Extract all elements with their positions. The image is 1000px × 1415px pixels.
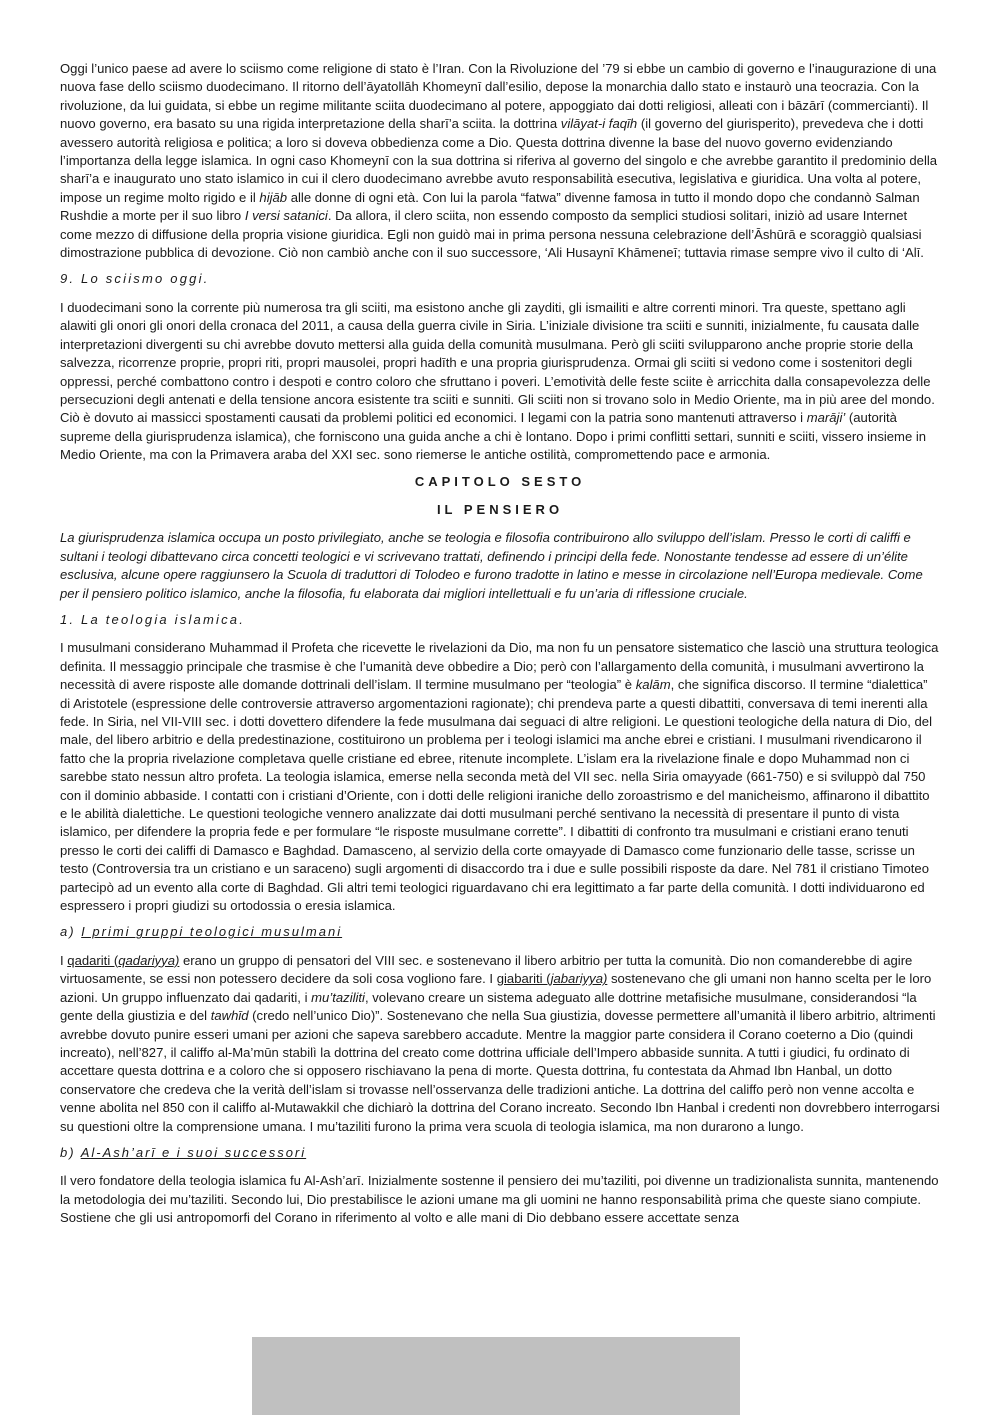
chapter-title: IL PENSIERO bbox=[436, 501, 564, 517]
section-heading-sciismo-oggi: 9. Lo sciismo oggi. bbox=[60, 271, 210, 287]
paragraph-teologia: I musulmani considerano Muhammad il Profeta che ricevette le rivelazioni da Dio, ma non fu un pensatore sistematico che lasciò una struttura teologica definita. Il messaggio principale che trasmise è che l’umanità deve obbedire a Dio; però con l’allargamento della comunità, i musulmani avvertirono la necessità di avere risposte alle domande dottrinali dell’islam. Il termine musulmano per “teologia” è kalām, che significa discorso. Il termine “dialettica” di Aristotele (espressione delle controversie attraverso argomentazioni ragionate); chi prendeva parte a questi dibattiti, conversava di temi inerenti alla fede. In Siria, nel VII-VIII sec. i dotti dovettero difendere la fede musulmana dai seguaci di altre religioni. Le questioni teologiche della natura di Dio, del male, del libero arbitrio e della predestinazione, costituirono un problema per i teologi islamici ma anche ebrei e cristiani. I musulmani rivendicarono il fatto che la propria rivelazione completava quelle cristiane ed ebree, ritenute incomplete. L’islam era la rivelazione finale e dopo Muhammad non ci sarebbe stato nessun altro profeta. La teologia islamica, emerse nella seconda metà del VII sec. nella Siria omayyade (661-750) e si sviluppò dal 750 con il dominio abbaside. I contatti con i cristiani d’Oriente, con i dotti delle religioni iraniche dello zoroastrismo e del manicheismo, affinarono il dibattito e le abilità dialettiche. Le questioni teologiche vennero analizzate dai dotti musulmani perché sentivano la necessità di presentare il punto di vista islamico, per difendere la propria fede e per formulare “le risposte musulmane corrette”. I dibattiti di confronto tra musulmani e cristiani erano tenuti presso le corti dei califfi di Damasco e Baghdad. Damasceno, al servizio della corte omayyade di Damasco come funzionario delle tasse, scrisse un testo (Controversia tra un cristiano e un saraceno) sugli argomenti di disaccordo tra i due e sulle possibili risposte da dare. Nel 781 il cristiano Timoteo partecipò ad un evento alla corte di Baghdad. Gli altri temi teologici riguardavano chi era legittimato a far parte della comunità. I dotti individuarono ed espressero i propri giudizi su ortodossia o eresia islamica. bbox=[60, 640, 939, 914]
paragraph-duodecimani: I duodecimani sono la corrente più numerosa tra gli sciiti, ma esistono anche gli zayditi, gli ismailiti e altre correnti minori. Tra queste, spettano agli alawiti gli onori gli onori della cronaca del 2011, a causa della guerra civile in Siria. L’iniziale divisione tra sciiti e sunniti, inizialmente, fu causata dalle interpretazioni divergenti su chi avrebbe dovuto mettersi alla guida della comunità musulmana. Però gli sciiti svilupparono anche proprie storie della salvezza, ricorrenze proprie, propri riti, propri mausolei, propri hadīth e una propria giurisprudenza. Ormai gli sciiti si vedono come i sostenitori degli oppressi, perché combattono contro i despoti e contro coloro che sfruttano i poveri. L’emotività delle feste sciite è arricchita dalla consapevolezza delle persecuzioni degli antenati e della tensione ancora esistente tra sciiti e sunniti. Gli sciiti non si trovano solo in Medio Oriente, ma in più aree del mondo. Ciò è dovuto ai massicci spostamenti causati da problemi politici ed economici. I legami con la patria sono mantenuti attraverso i marāji’ (autorità supreme della giurisprudenza islamica), che forniscono una guida anche a chi è lontano. Dopo i primi conflitti settari, sunniti e sciiti, vissero insieme in Medio Oriente, ma con la Primavera araba del XXI sec. sono riemerse le antiche ostilità, compromettendo pace e armonia. bbox=[60, 299, 935, 463]
document-page bbox=[60, 60, 940, 1236]
subheading-primi-gruppi: a) I primi gruppi teologici musulmani bbox=[60, 924, 343, 940]
gray-overlay-box bbox=[252, 1337, 740, 1415]
paragraph-primi-gruppi: I qadariti (qadariyya) erano un gruppo di pensatori del VIII sec. e sostenevano il libero arbitrio per tutta la comunità. Dio non comanderebbe di agire virtuosamente, se essi non potessero decidere da soli cosa vogliono fare. I giabariti (jabariyya) sostenevano che gli umani non hanno scelta per le loro azioni. Un gruppo influenzato dai qadariti, i mu’taziliti, volevano creare un sistema adeguato alle dottrine metafisiche musulmane, considerandosi “la gente della giustizia e del tawhīd (credo nell’unico Dio)”. Sostenevano che nella Sua giustizia, dovesse permettere all’umanità il libero arbitrio, altrimenti avrebbe dovuto punire esseri umani per azioni che sapeva sarebbero accadute. Mentre la maggior parte considera il Corano coeterno a Dio (quindi increato), nell’827, il califfo al-Ma’mūn stabilì la dottrina del creato come dottrina ufficiale dell’Impero abbaside sunnita. A tutti i giudici, fu ordinato di accettare questa dottrina e a coloro che si opposero rischiavano la pena di morte. Questa dottrina, fu contestata da Ahmad Ibn Hanbal, un dotto conservatore che credeva che la verità dell’islam si trovasse nell’osservanza delle tradizioni antiche. La dottrina del califfo però non venne accolta e venne abolita nel 850 con il califfo al-Mutawakkil che dichiarò la dottrina del Corano increato. Secondo Ibn Hanbal i credenti non dovrebbero interrogarsi su questioni oltre la comprensione umana. I mu’taziliti furono la prima vera scuola di teologia islamica, ma non durarono a lungo. bbox=[60, 952, 940, 1134]
paragraph-al-ashari: Il vero fondatore della teologia islamica fu Al-Ash’arī. Inizialmente sostenne il pensiero dei mu’taziliti, poi divenne un tradizionalista sunnita, mantenendo la metodologia dei mu’taziliti. Secondo lui, Dio prestabilisce le azioni umane ma gli uomini ne hanno responsabilità prima che queste siano compiute. Sostiene che gli usi antropomorfi del Corano in riferimento al volto e alle mani di Dio debbano essere accettate senza bbox=[60, 1173, 939, 1226]
subheading-al-ashari: b) Al-Ash’arī e i suoi successori bbox=[60, 1144, 307, 1160]
chapter-intro: La giurisprudenza islamica occupa un posto privilegiato, anche se teologia e filosofia contribuirono allo sviluppo dell’islam. Presso le corti di califfi e sultani i teologi dibattevano circa concetti teologici e vi scrivevano trattati, definendo i principi della fede. Nonostante tendesse ad essere di un’élite esclusiva, alcune opere raggiunsero la Scuola di traduttori di Tolodeo e furono tradotte in latino e messe in circolazione nell’Europa medievale. Come per il pensiero politico islamico, anche la filosofia, fu elaborata dai migliori intellettuali e fu un’aria di riflessione cruciale. bbox=[60, 530, 923, 601]
paragraph-iran: Oggi l’unico paese ad avere lo sciismo come religione di stato è l’Iran. Con la Rivoluzione del ’79 si ebbe un cambio di governo e l’inaugurazione di una nuova fase dello sciismo duodecimano. Il ritorno dell’āyatollāh Khomeynī dall’esilio, depose la monarchia dallo stato e instaurò una teocrazia. Con la rivoluzione, da lui guidata, si ebbe un regime militante sciita duodecimano al potere, appoggiato dai dotti religiosi, alleati con i bāzārī (commercianti). Il nuovo governo, era basato su una rigida interpretazione della sharī’a sciita. la dottrina vilāyat-i faqīh (il governo del giurisperito), prevedeva che i dotti avessero autorità religiosa e politica; a loro si doveva obbedienza come a Dio. Questa dottrina divenne la base del nuovo governo evidenziando l’importanza della legge islamica. In ogni caso Khomeynī con la sua dottrina si riferiva al governo del singolo e che avrebbe garantito il predominio della sharī’a e inaugurato uno stato islamico in cui il clero duodecimano avrebbe avuto responsabilità esecutiva, legislativa e giuridica. Una volta al potere, impose un regime molto rigido e il hijāb alle donne di ogni età. Con lui la parola “fatwa” divenne famosa in tutto il mondo dopo che condannò Salman Rushdie a morte per il suo libro I versi satanici. Da allora, il clero sciita, non essendo composto da semplici studiosi solitari, iniziò ad usare Internet come mezzo di diffusione della propria visione giuridica. Egli non guidò mai in prima persona nessuna celebrazione dell’Āshūrā e scoraggiò qualsiasi dimostrazione pubblica di devozione. Ciò non cambiò anche con il suo successore, ‘Ali Husaynī Khāmeneī; tuttavia rimase sempre vivo il culto di ‘Alī. bbox=[60, 61, 938, 261]
chapter-label: CAPITOLO SESTO bbox=[414, 473, 586, 489]
section-heading-teologia: 1. La teologia islamica. bbox=[60, 611, 246, 627]
